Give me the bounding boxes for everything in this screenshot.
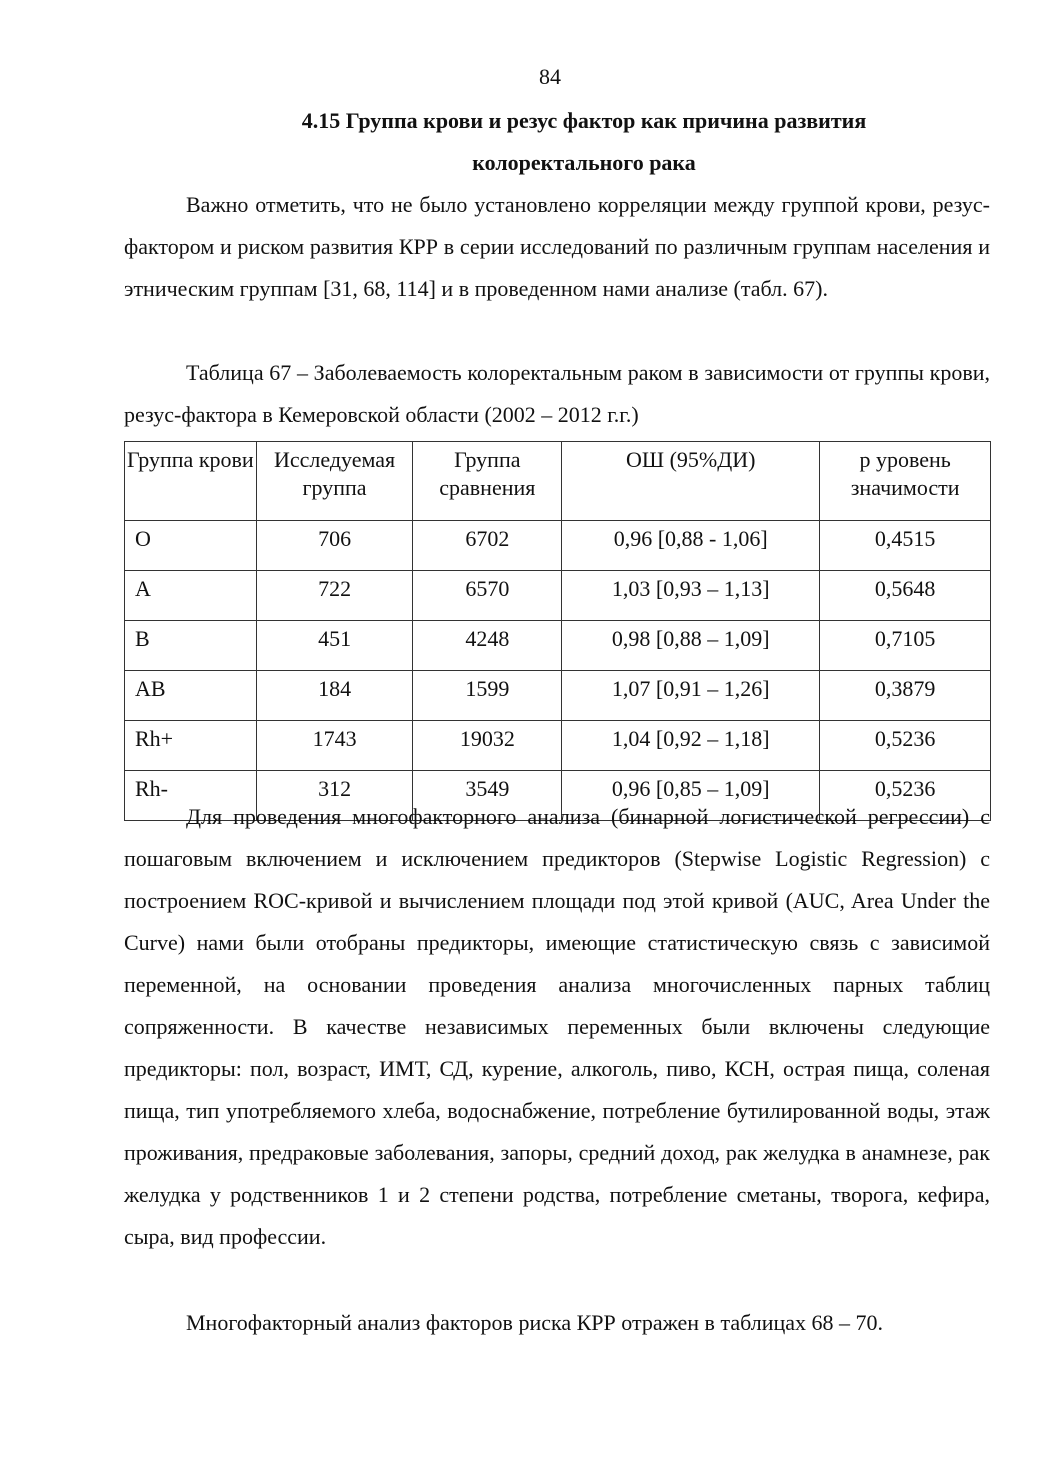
cell-p-value: 0,5236 [820,771,991,821]
cell-odds-ratio: 0,98 [0,88 – 1,09] [562,621,820,671]
header-comparison-group: Группа сравнения [413,442,562,521]
cell-study-group: 184 [256,671,413,721]
cell-study-group: 312 [256,771,413,821]
header-study-group: Исследуемая группа [256,442,413,521]
cell-comparison-group: 6702 [413,521,562,571]
paragraph-intro: Важно отметить, что не было установлено корреляции между группой крови, резус-фактором и риском развития КРР в серии исследований по различным группам населения и этническим группам [31, 68, 114] и в проведенном нами анализе (табл. 67). [124,192,990,301]
cell-blood-group: Rh- [125,771,257,821]
cell-blood-group: B [125,621,257,671]
cell-p-value: 0,3879 [820,671,991,721]
cell-study-group: 451 [256,621,413,671]
table-row [125,521,991,571]
cell-blood-group: A [125,571,257,621]
cell-p-value: 0,5236 [820,721,991,771]
table-row [125,621,991,671]
cell-odds-ratio: 0,96 [0,85 – 1,09] [562,771,820,821]
section-heading-line2: колоректального рака [472,150,696,175]
paragraph-analysis: Для проведения многофакторного анализа (бинарной логистической регрессии) с пошаговым включением и исключением предикторов (Stepwise Logistic Regression) с построением ROC-кривой и вычислением площади под этой кривой (AUC, Area Under the Curve) нами были отобраны предикторы, имеющие статистическую связь с зависимой переменной, на основании проведения анализа многочисленных парных таблиц сопряженности. В качестве независимых переменных были включены следующие предикторы: пол, возраст, ИМТ, СД, курение, алкоголь, пиво, КСН, острая пища, соленая пища, тип употребляемого хлеба, водоснабжение, потребление бутилированной воды, этаж проживания, предраковые заболевания, запоры, средний доход, рак желудка в анамнезе, рак желудка у родственников 1 и 2 степени родства, потребление сметаны, творога, кефира, сыра, вид профессии. [124,804,990,1249]
cell-blood-group: AB [125,671,257,721]
cell-odds-ratio: 0,96 [0,88 - 1,06] [562,521,820,571]
header-odds-ratio: ОШ (95%ДИ) [562,442,820,521]
table-caption: Таблица 67 – Заболеваемость колоректальным раком в зависимости от группы крови, резус-фактора в Кемеровской области (2002 – 2012 г.г.) [124,360,990,427]
paragraph-conclusion: Многофакторный анализ факторов риска КРР отражен в таблицах 68 – 70. [186,1310,884,1335]
table-row [125,671,991,721]
cell-comparison-group: 19032 [413,721,562,771]
header-p-value: p уровень значимости [820,442,991,521]
cell-study-group: 706 [256,521,413,571]
cell-study-group: 1743 [256,721,413,771]
header-blood-group: Группа крови [125,442,257,521]
table-row [125,571,991,621]
cell-p-value: 0,4515 [820,521,991,571]
table-row [125,721,991,771]
cell-odds-ratio: 1,07 [0,91 – 1,26] [562,671,820,721]
cell-p-value: 0,7105 [820,621,991,671]
cell-comparison-group: 4248 [413,621,562,671]
cell-comparison-group: 1599 [413,671,562,721]
cell-blood-group: O [125,521,257,571]
table-header-row [125,442,991,521]
cell-comparison-group: 6570 [413,571,562,621]
cell-study-group: 722 [256,571,413,621]
page-number: 84 [539,64,561,89]
cell-comparison-group: 3549 [413,771,562,821]
cell-odds-ratio: 1,04 [0,92 – 1,18] [562,721,820,771]
cell-p-value: 0,5648 [820,571,991,621]
cell-odds-ratio: 1,03 [0,93 – 1,13] [562,571,820,621]
section-heading [124,100,990,184]
section-heading-line1: 4.15 Группа крови и резус фактор как причина развития [301,108,867,133]
cell-blood-group: Rh+ [125,721,257,771]
blood-group-table [124,441,991,821]
